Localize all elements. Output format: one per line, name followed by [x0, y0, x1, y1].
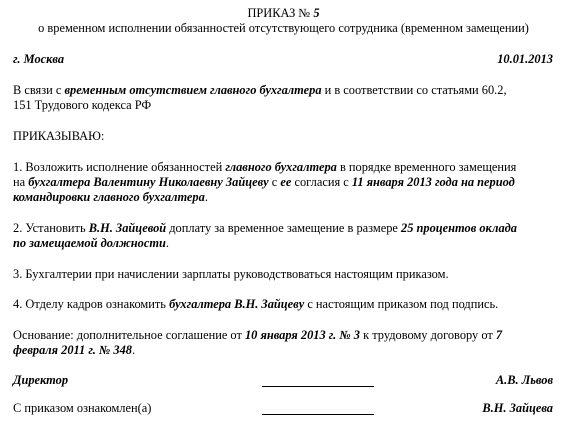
- intro-line-1: В связи с временным отсутствием главного бухгалтера и в соответствии со статьями 60.2,: [13, 83, 507, 97]
- director-label: Директор: [13, 373, 69, 387]
- item-4: 4. Отделу кадров ознакомить бухгалтера В.Н. Зайцеву с настоящим приказом под подпись.: [13, 297, 499, 311]
- order-date: 10.01.2013: [497, 52, 553, 66]
- item-1-line-1: 1. Возложить исполнение обязанностей главного бухгалтера в порядке временного замещения: [13, 160, 517, 174]
- city: г. Москва: [13, 52, 65, 66]
- item-1-line-2: на бухгалтера Валентину Николаевну Зайцеву с ее согласия с 11 января 2013 года на период: [13, 175, 515, 189]
- acquainted-name: В.Н. Зайцева: [482, 401, 553, 415]
- acquainted-signature-line: [262, 414, 374, 415]
- item-3: 3. Бухгалтерии при начислении зарплаты руководствоваться настоящим приказом.: [13, 267, 449, 281]
- order-title: ПРИКАЗ № 5: [247, 6, 320, 20]
- order-word: ПРИКАЗЫВАЮ:: [13, 129, 105, 143]
- director-name: А.В. Львов: [495, 373, 553, 387]
- basis-line-1: Основание: дополнительное соглашение от 10 января 2013 г. № 3 к трудовому договору от 7: [13, 328, 503, 342]
- acquainted-label: С приказом ознакомлен(а): [13, 401, 152, 415]
- item-2-line-2: по замещаемой должности.: [13, 236, 169, 250]
- item-2-line-1: 2. Установить В.Н. Зайцевой доплату за временное замещение в размере 25 процентов оклада: [13, 221, 517, 235]
- item-1-line-3: командировки главного бухгалтера.: [13, 190, 208, 204]
- basis-line-2: февраля 2011 г. № 348.: [13, 343, 136, 357]
- order-subtitle: о временном исполнении обязанностей отсутствующего сотрудника (временном замещении): [38, 21, 529, 35]
- intro-line-2: 151 Трудового кодекса РФ: [13, 98, 152, 112]
- director-signature-line: [262, 386, 374, 387]
